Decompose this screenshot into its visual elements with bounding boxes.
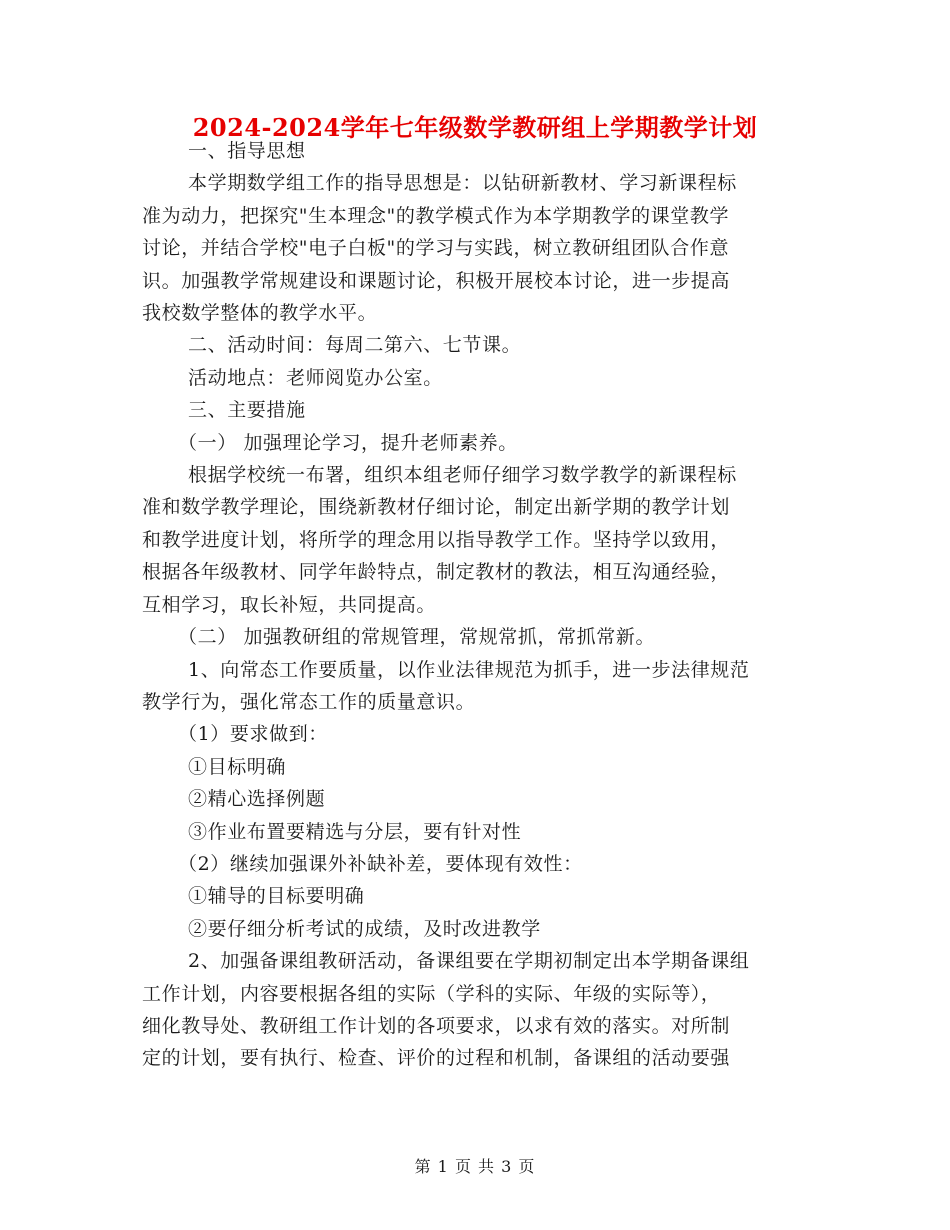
body-line: 活动地点：老师阅览办公室。	[188, 366, 443, 389]
body-line: 我校数学整体的教学水平。	[142, 302, 378, 325]
body-line: ③作业布置要精选与分层，要有针对性	[188, 820, 522, 843]
body-line: 2、加强备课组教研活动，备课组要在学期初制定出本学期备课组	[188, 950, 750, 973]
body-line: 根据各年级教材、同学年龄特点，制定教材的教法，相互沟通经验，	[142, 561, 731, 584]
body-line: 准和数学教学理论，围绕新教材仔细讨论，制定出新学期的教学计划	[142, 496, 731, 519]
body-line: 工作计划，内容要根据各组的实际（学科的实际、年级的实际等），	[142, 982, 721, 1005]
body-line: 二、活动时间：每周二第六、七节课。	[188, 334, 522, 357]
body-line: ①目标明确	[188, 755, 287, 778]
body-line: （1）要求做到：	[178, 723, 328, 746]
body-line: ②要仔细分析考试的成绩，及时改进教学	[188, 917, 541, 940]
document-title: 2024-2024学年七年级数学教研组上学期教学计划	[192, 113, 758, 142]
document-body	[142, 135, 807, 1075]
page-footer: 第 1 页 共 3 页	[414, 1157, 536, 1176]
body-line: 细化教导处、教研组工作计划的各项要求，以求有效的落实。对所制	[142, 1014, 731, 1037]
body-line: 和教学进度计划，将所学的理念用以指导教学工作。坚持学以致用，	[142, 528, 731, 551]
body-line: 三、主要措施	[188, 399, 306, 422]
body-line: 定的计划，要有执行、检查、评价的过程和机制，备课组的活动要强	[142, 1047, 731, 1070]
body-line: 本学期数学组工作的指导思想是：以钻研新教材、学习新课程标	[188, 172, 737, 195]
body-line: 根据学校统一布署，组织本组老师仔细学习数学教学的新课程标	[188, 464, 737, 487]
body-line: 互相学习，取长补短，共同提高。	[142, 593, 437, 616]
body-line: 教学行为，强化常态工作的质量意识。	[142, 690, 476, 713]
body-line: （一） 加强理论学习，提升老师素养。	[178, 431, 518, 454]
body-line: ②精心选择例题	[188, 788, 326, 811]
body-line: 准为动力，把探究"生本理念"的教学模式作为本学期教学的课堂教学	[142, 204, 730, 227]
body-line: ①辅导的目标要明确	[188, 885, 365, 908]
body-line: （二） 加强教研组的常规管理，常规常抓，常抓常新。	[178, 626, 656, 649]
body-line: 讨论，并结合学校"电子白板"的学习与实践，树立教研组团队合作意	[142, 237, 730, 260]
body-line: 识。加强教学常规建设和课题讨论，积极开展校本讨论，进一步提高	[142, 269, 731, 292]
body-line: 1、向常态工作要质量，以作业法律规范为抓手，进一步法律规范	[188, 658, 750, 681]
body-line: （2）继续加强课外补缺补差，要体现有效性：	[178, 852, 583, 875]
body-line: 一、指导思想	[188, 140, 306, 162]
